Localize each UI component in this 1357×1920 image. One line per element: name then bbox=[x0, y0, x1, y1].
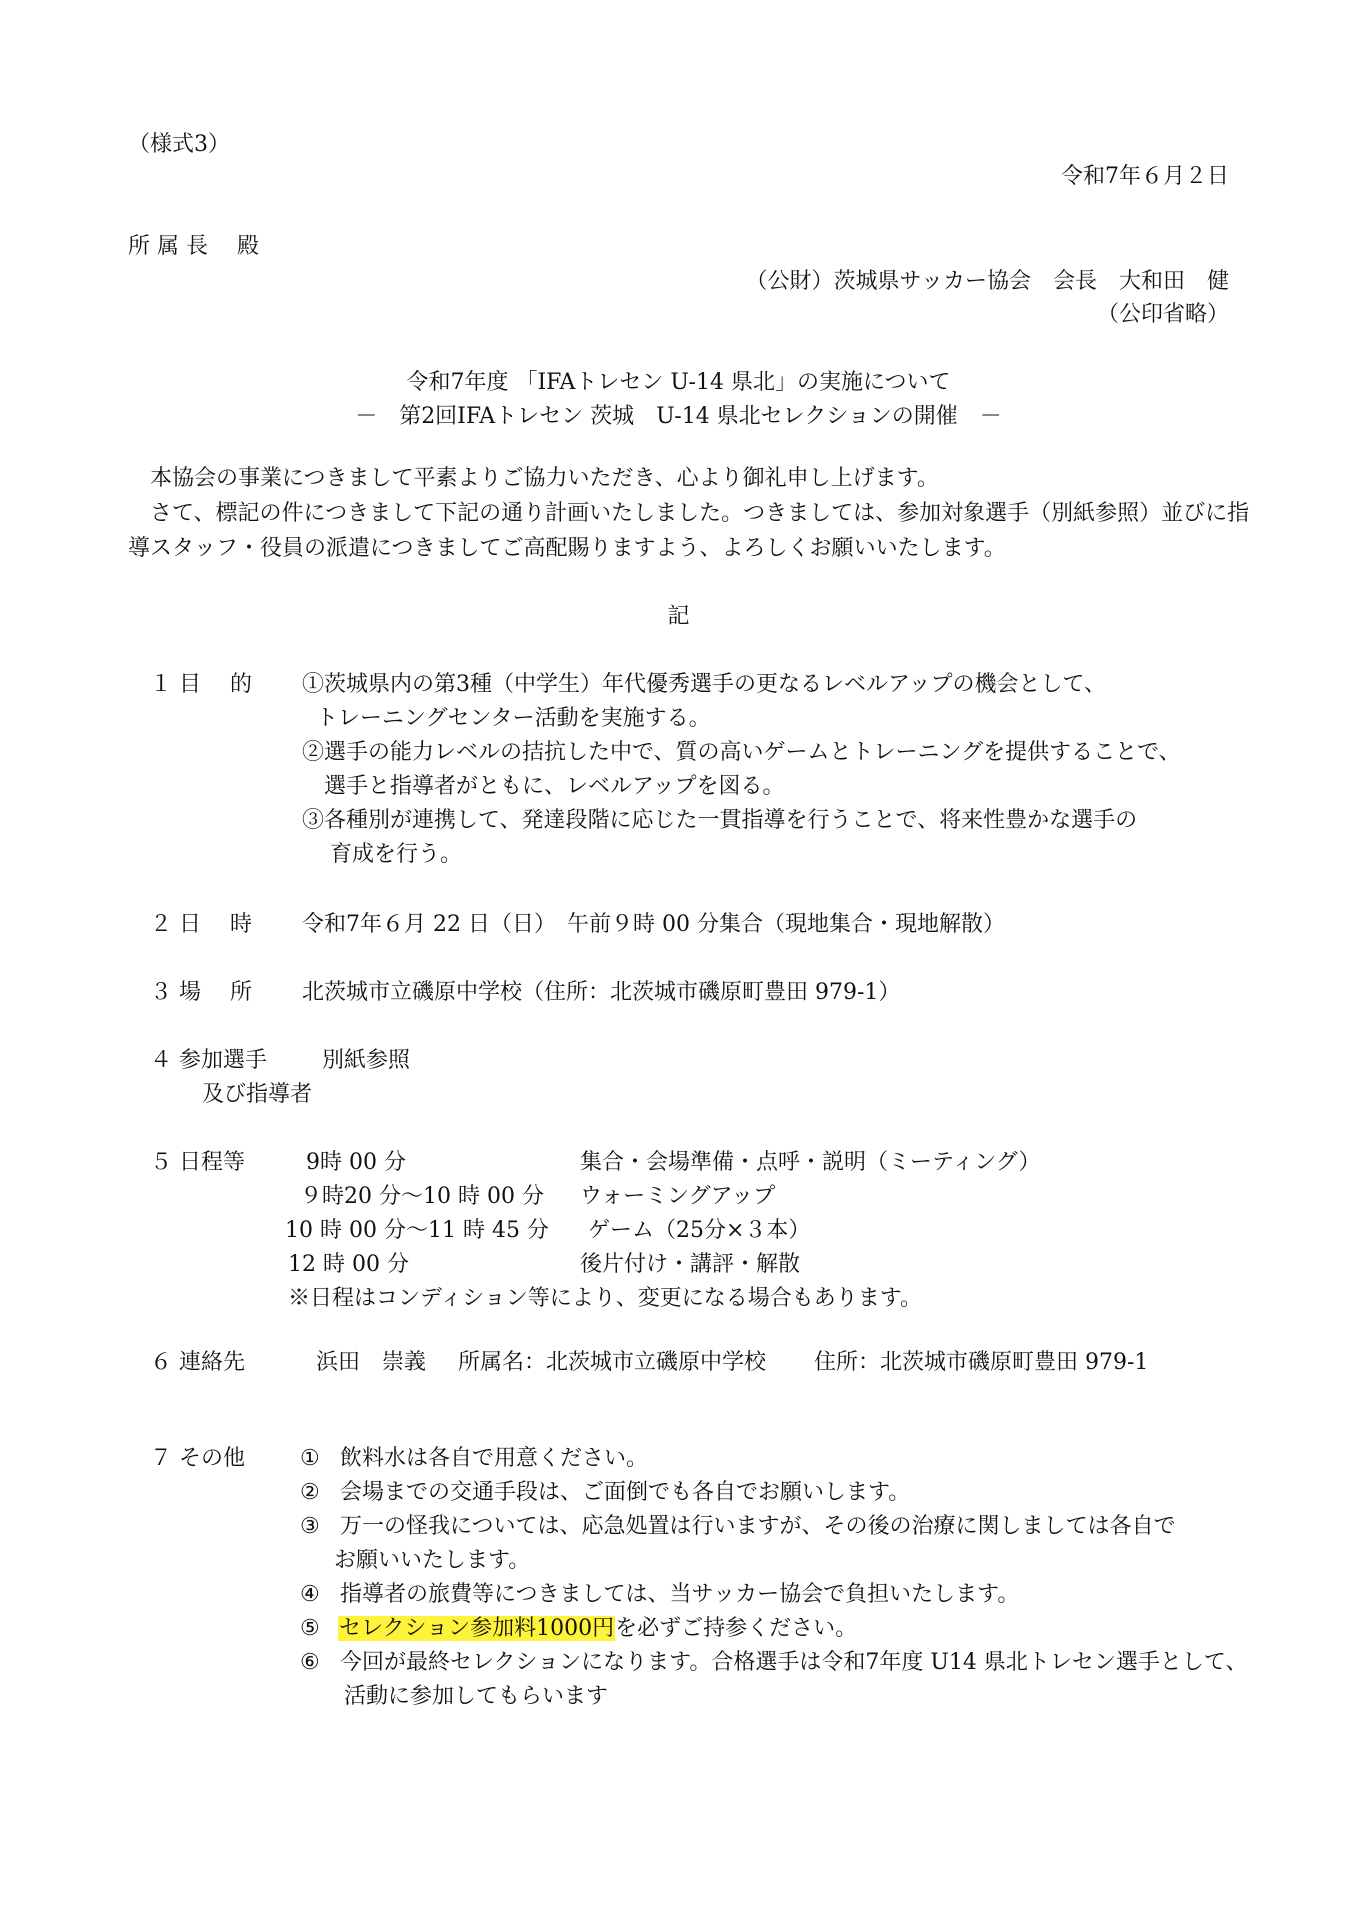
purpose-line: トレーニングセンター活動を実施する。 bbox=[316, 706, 711, 731]
section-label: ６ 連絡先 bbox=[150, 1350, 245, 1375]
other-item-mark: ② bbox=[300, 1480, 320, 1505]
other-item-text-continued: 活動に参加してもらいます bbox=[344, 1684, 609, 1709]
purpose-line: 育成を行う。 bbox=[330, 842, 463, 867]
title-line-2: － 第2回IFAトレセン 茨城 U-14 県北セレクションの開催 － bbox=[355, 404, 1002, 429]
schedule-time: 10 時 00 分～11 時 45 分 bbox=[285, 1218, 549, 1243]
schedule-activity: ゲーム（25分×３本） bbox=[588, 1218, 811, 1243]
other-item-mark: ⑥ bbox=[300, 1650, 320, 1675]
other-item-mark: ④ bbox=[300, 1582, 320, 1607]
schedule-activity: 集合・会場準備・点呼・説明（ミーティング） bbox=[580, 1150, 1041, 1175]
ki-heading: 記 bbox=[667, 604, 690, 629]
section-label: ７ その他 bbox=[150, 1446, 245, 1471]
fee-text: を必ずご持参ください。 bbox=[615, 1616, 858, 1641]
section-label-continued: 及び指導者 bbox=[202, 1082, 313, 1107]
section-label: １ 目 的 bbox=[150, 672, 252, 697]
title-line-1: 令和7年度 「IFAトレセン U-14 県北」の実施について bbox=[406, 370, 951, 395]
sender: （公財）茨城県サッカー協会 会長 大和田 健 bbox=[745, 269, 1229, 294]
schedule-note: ※日程はコンディション等により、変更になる場合もあります。 bbox=[288, 1286, 923, 1311]
body-paragraph-1: 本協会の事業につきまして平素よりご協力いただき、心より御礼申し上げます。 bbox=[150, 466, 939, 491]
schedule-time: ９時20 分～10 時 00 分 bbox=[300, 1184, 544, 1209]
contact-affiliation: 所属名：北茨城市立磯原中学校 bbox=[458, 1350, 767, 1375]
other-item-text: 飲料水は各自で用意ください。 bbox=[340, 1446, 649, 1471]
other-item-text-continued: お願いいたします。 bbox=[334, 1548, 531, 1573]
section-label: ３ 場 所 bbox=[150, 980, 252, 1005]
other-item-text bbox=[338, 1618, 857, 1640]
schedule-time: 12 時 00 分 bbox=[288, 1252, 409, 1277]
other-item-text: 会場までの交通手段は、ご面倒でも各自でお願いします。 bbox=[340, 1480, 911, 1505]
fee-highlight: セレクション参加料1000円 bbox=[339, 1616, 615, 1641]
body-paragraph-2-line-2: 導スタッフ・役員の派遣につきましてご高配賜りますよう、よろしくお願いいたします。 bbox=[128, 536, 1006, 561]
purpose-line: ①茨城県内の第3種（中学生）年代優秀選手の更なるレベルアップの機会として、 bbox=[302, 672, 1107, 697]
participants-value: 別紙参照 bbox=[322, 1048, 411, 1073]
schedule-activity: 後片付け・講評・解散 bbox=[580, 1252, 801, 1277]
form-label: （様式3） bbox=[128, 132, 230, 157]
seal-note: （公印省略） bbox=[1096, 302, 1229, 327]
purpose-line: 選手と指導者がともに、レベルアップを図る。 bbox=[324, 774, 785, 799]
place-value: 北茨城市立磯原中学校（住所：北茨城市磯原町豊田 979-1） bbox=[302, 980, 901, 1005]
schedule-time: 9時 00 分 bbox=[306, 1150, 406, 1175]
purpose-line: ②選手の能力レベルの拮抗した中で、質の高いゲームとトレーニングを提供することで、 bbox=[302, 740, 1181, 765]
other-item-mark: ⑤ bbox=[300, 1616, 320, 1641]
recipient: 所 属 長 殿 bbox=[128, 234, 259, 259]
other-item-mark: ③ bbox=[300, 1514, 320, 1539]
other-item-mark: ① bbox=[300, 1446, 320, 1471]
datetime-value: 令和7年６月 22 日（日） 午前９時 00 分集合（現地集合・現地解散） bbox=[302, 912, 1005, 937]
purpose-line: ③各種別が連携して、発達段階に応じた一貫指導を行うことで、将来性豊かな選手の bbox=[302, 808, 1138, 833]
section-label: ２ 日 時 bbox=[150, 912, 252, 937]
section-label: ４ 参加選手 bbox=[150, 1048, 267, 1073]
other-item-text: 今回が最終セレクションになります。合格選手は令和7年度 U14 県北トレセン選手として、 bbox=[340, 1650, 1248, 1675]
section-label: ５ 日程等 bbox=[150, 1150, 245, 1175]
other-item-text: 万一の怪我については、応急処置は行いますが、その後の治療に関しましては各自で bbox=[340, 1514, 1176, 1539]
contact-address: 住所：北茨城市磯原町豊田 979-1 bbox=[814, 1350, 1149, 1375]
body-paragraph-2-line-1: さて、標記の件につきまして下記の通り計画いたしました。つきましては、参加対象選手（別紙参照）並びに指 bbox=[150, 501, 1250, 526]
document-date: 令和7年６月２日 bbox=[1061, 164, 1229, 189]
schedule-activity: ウォーミングアップ bbox=[580, 1184, 776, 1209]
other-item-text: 指導者の旅費等につきましては、当サッカー協会で負担いたします。 bbox=[340, 1582, 1020, 1607]
contact-name: 浜田 崇義 bbox=[316, 1350, 427, 1375]
